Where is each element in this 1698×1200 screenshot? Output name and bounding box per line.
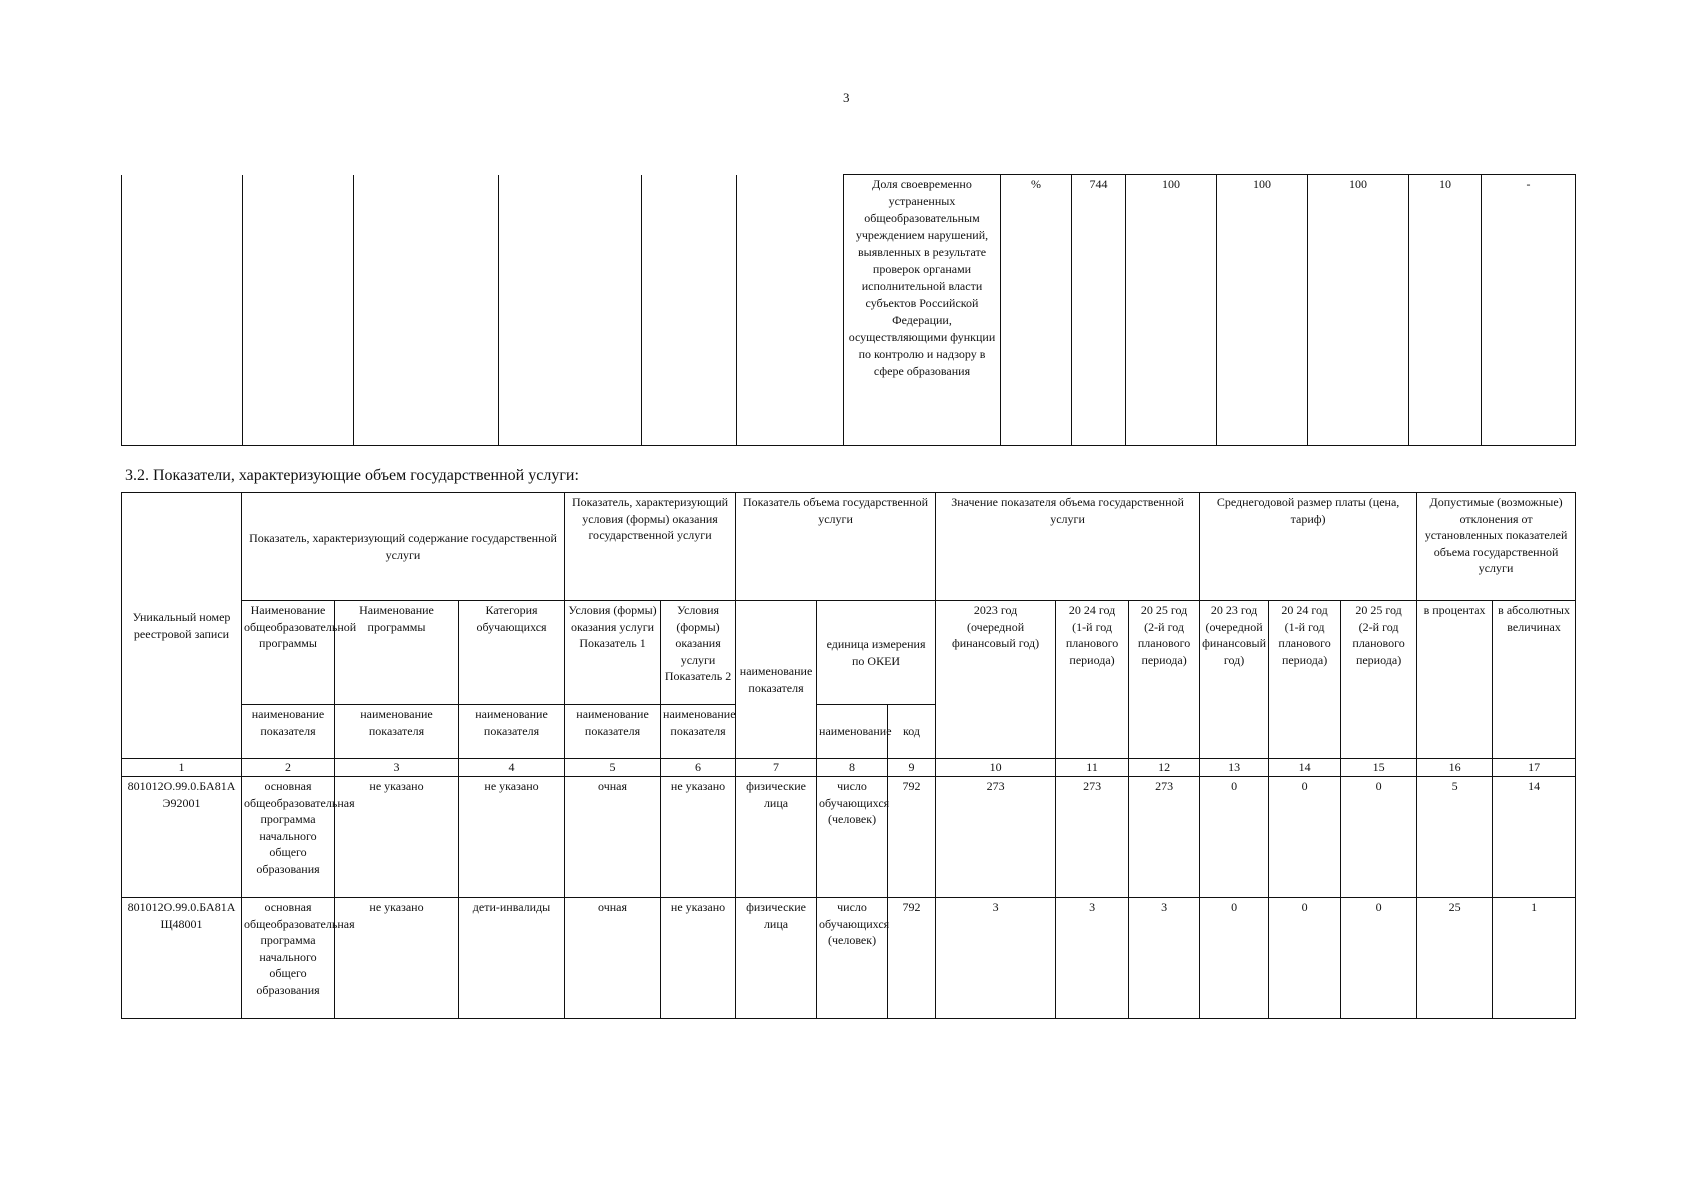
column-number: 4: [459, 759, 565, 777]
unique-number-header: Уникальный номер реестровой записи: [122, 493, 242, 759]
value-2025: 273: [1129, 777, 1200, 898]
year-2024-note: (1-й год планового периода): [1065, 619, 1119, 667]
value-2023: 3: [936, 898, 1056, 1019]
volume-group-header: Показатель объема государственной услуги: [736, 493, 936, 601]
category-header: Категория обучающихся: [459, 601, 565, 705]
value-2024: 100: [1217, 175, 1308, 446]
value-2025: 3: [1129, 898, 1200, 1019]
fee-group-header: Среднегодовой размер платы (цена, тариф): [1200, 493, 1417, 601]
year-2024-header: [1056, 601, 1129, 759]
column-number: 11: [1056, 759, 1129, 777]
fee-2025: 0: [1341, 898, 1417, 1019]
deviation-group-header: Допустимые (возможные) отклонения от установленных показателей объема государственной услуги: [1417, 493, 1576, 601]
column-number: 1: [122, 759, 242, 777]
column-number: 10: [936, 759, 1056, 777]
unit-okei-header: единица измерения по ОКЕИ: [817, 601, 936, 705]
table-row: [122, 777, 1576, 898]
unit-code-header: код: [888, 705, 936, 759]
value-2023: 100: [1126, 175, 1217, 446]
value-2025: 100: [1308, 175, 1409, 446]
year-2025-header: [1129, 601, 1200, 759]
column-number: 6: [661, 759, 736, 777]
okei-code: 792: [888, 777, 936, 898]
column-number: 13: [1200, 759, 1269, 777]
deviation-absolute: -: [1482, 175, 1576, 446]
indicator-label-5: наименование показателя: [565, 705, 661, 759]
deviation-percent: 25: [1417, 898, 1493, 1019]
content-group-header: Показатель, характеризующий содержание государственной услуги: [242, 493, 565, 601]
condition2: не указано: [661, 777, 736, 898]
unit: число обучающихся (человек): [817, 777, 888, 898]
deviation-percent: 10: [1409, 175, 1482, 446]
condition2: не указано: [661, 898, 736, 1019]
program-header: Наименование программы: [335, 601, 459, 705]
in-percent-header: в процентах: [1417, 601, 1493, 759]
column-number: 3: [335, 759, 459, 777]
empty-cell: [243, 175, 354, 446]
value-group-header: Значение показателя объема государственной услуги: [936, 493, 1200, 601]
indicator-name: Доля своевременно устраненных общеобразовательным учреждением нарушений, выявленных в результате проверок органами исполнительной власти субъектов Российской Федерации, осуществляющими функции по контролю и надзору в сфере образования: [844, 175, 1001, 446]
fee-2023-header: [1200, 601, 1269, 759]
column-number: 5: [565, 759, 661, 777]
okei-code: 792: [888, 898, 936, 1019]
column-number: 8: [817, 759, 888, 777]
empty-cell: [499, 175, 642, 446]
value-2023: 273: [936, 777, 1056, 898]
indicator: физические лица: [736, 898, 817, 1019]
deviation-absolute: 1: [1493, 898, 1576, 1019]
fee-2025-header: [1341, 601, 1417, 759]
program-name: основная общеобразовательная программа начального общего образования: [242, 898, 335, 1019]
condition1-header: Условия (формы) оказания услуги Показатель 1: [565, 601, 661, 705]
fee-2023: 0: [1200, 777, 1269, 898]
value-2024: 273: [1056, 777, 1129, 898]
column-numbers-row: [122, 759, 1576, 777]
table-row: [122, 898, 1576, 1019]
category: дети-инвалиды: [459, 898, 565, 1019]
empty-cell: [642, 175, 737, 446]
empty-cell: [737, 175, 844, 446]
fee-2025-note: (2-й год планового периода): [1352, 619, 1405, 667]
fee-2025-label: 20 25 год: [1355, 603, 1402, 617]
deviation-absolute: 14: [1493, 777, 1576, 898]
page-number: 3: [843, 90, 850, 105]
unit-name-header: наименование: [817, 705, 888, 759]
indicator-label-4: наименование показателя: [459, 705, 565, 759]
column-number: 16: [1417, 759, 1493, 777]
column-number: 14: [1269, 759, 1341, 777]
program: не указано: [335, 898, 459, 1019]
column-number: 2: [242, 759, 335, 777]
in-absolute-header: в абсолютных величинах: [1493, 601, 1576, 759]
indicator-label-3: наименование показателя: [335, 705, 459, 759]
okei-code: 744: [1072, 175, 1126, 446]
column-number: 7: [736, 759, 817, 777]
unit-name: %: [1001, 175, 1072, 446]
column-number: 12: [1129, 759, 1200, 777]
deviation-percent: 5: [1417, 777, 1493, 898]
fee-2024-header: [1269, 601, 1341, 759]
section-title: 3.2. Показатели, характеризующие объем государственной услуги:: [125, 467, 579, 484]
program-name: основная общеобразовательная программа начального общего образования: [242, 777, 335, 898]
fee-2024-label: 20 24 год: [1281, 603, 1328, 617]
registry-code: 801012О.99.0.БА81АЭ92001: [122, 777, 242, 898]
indicator: физические лица: [736, 777, 817, 898]
registry-code: 801012О.99.0.БА81АЩ48001: [122, 898, 242, 1019]
empty-cell: [122, 175, 243, 446]
year-2023-note: (очередной финансовый год): [951, 619, 1040, 650]
fee-2024-note: (1-й год планового периода): [1278, 619, 1331, 667]
indicator-name-header: наименование показателя: [736, 601, 817, 759]
indicator-label-6: наименование показателя: [661, 705, 736, 759]
condition2-header: Условия (формы) оказания услуги Показатель 2: [661, 601, 736, 705]
fee-2024: 0: [1269, 777, 1341, 898]
column-number: 15: [1341, 759, 1417, 777]
condition1: очная: [565, 898, 661, 1019]
indicator-label-2: наименование показателя: [242, 705, 335, 759]
year-2024-label: 20 24 год: [1068, 603, 1116, 617]
fee-2023-note: (очередной финансовый год): [1202, 619, 1266, 667]
year-2023-header: [936, 601, 1056, 759]
category: не указано: [459, 777, 565, 898]
value-2024: 3: [1056, 898, 1129, 1019]
fee-2023: 0: [1200, 898, 1269, 1019]
program: не указано: [335, 777, 459, 898]
conditions-group-header: Показатель, характеризующий условия (формы) оказания государственной услуги: [565, 493, 736, 601]
fee-2024: 0: [1269, 898, 1341, 1019]
condition1: очная: [565, 777, 661, 898]
year-2025-note: (2-й год планового периода): [1137, 619, 1191, 667]
empty-cell: [354, 175, 499, 446]
fee-2023-label: 20 23 год: [1210, 603, 1258, 617]
year-2023-label: 2023 год: [973, 603, 1018, 617]
column-number: 9: [888, 759, 936, 777]
quality-indicators-table-continued: [121, 174, 1576, 446]
column-number: 17: [1493, 759, 1576, 777]
year-2025-label: 20 25 год: [1140, 603, 1188, 617]
program-name-header: Наименование общеобразовательной программы: [242, 601, 335, 705]
unit: число обучающихся (человек): [817, 898, 888, 1019]
fee-2025: 0: [1341, 777, 1417, 898]
volume-indicators-table: [121, 492, 1576, 1019]
